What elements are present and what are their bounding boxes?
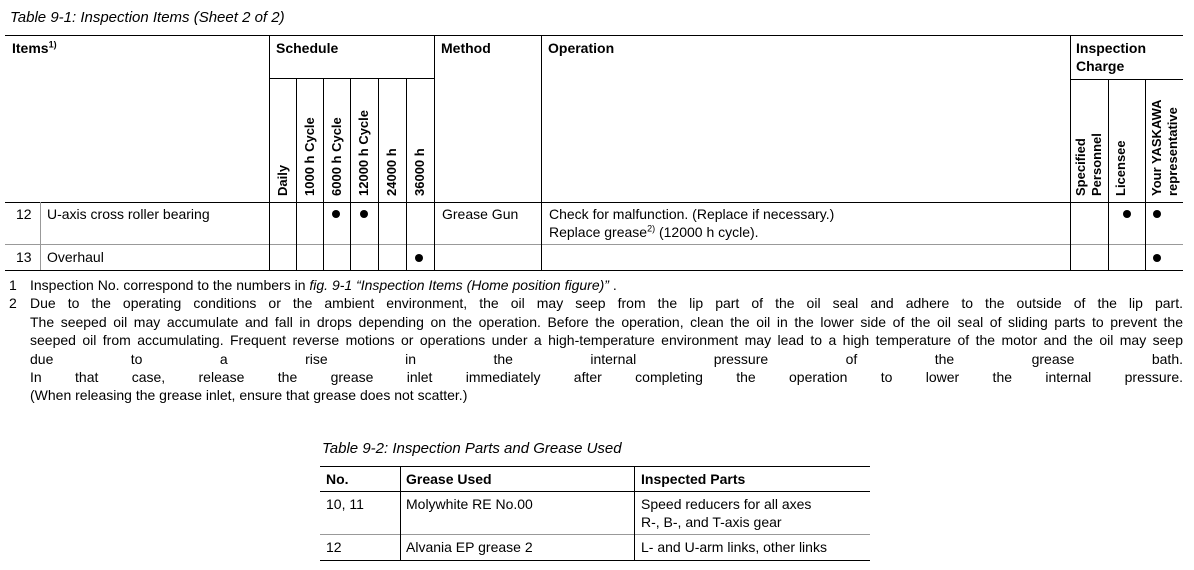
footnote-2-line: seeped oil from accumulating. Frequent reverse motions or operations under a high-temperature environment may lead to a high temperature of the motor and the oil may seep — [30, 332, 1183, 348]
schedule-col-1000h: 1000 h Cycle — [302, 117, 317, 196]
schedule-col-6000h: 6000 h Cycle — [329, 117, 344, 196]
header-method: Method — [441, 40, 491, 56]
header-inspection-charge-2: Charge — [1076, 58, 1125, 74]
table2-header-grease: Grease Used — [406, 471, 492, 487]
schedule-col-daily: Daily — [275, 164, 290, 196]
table2-row1-grease: Molywhite RE No.00 — [406, 496, 533, 512]
charge-col-specified-1: Specified — [1073, 138, 1088, 196]
schedule-col-36000h: 36000 h — [412, 148, 427, 196]
footnote-2-number: 2 — [9, 295, 17, 311]
row13-item: Overhaul — [47, 249, 104, 265]
table2-row2-parts-1: L- and U-arm links, other links — [641, 539, 827, 555]
row12-mark-yaskawa — [1153, 210, 1161, 218]
row12-item: U-axis cross roller bearing — [47, 206, 210, 222]
footnote-1-text: Inspection No. correspond to the numbers in fig. 9-1 “Inspection Items (Home position figure)” . — [30, 277, 617, 293]
footnote-1-number: 1 — [9, 277, 17, 293]
footnote-2-line: Due to the operating conditions or the ambient environment, the oil may seep from the lip part of the oil seal and adhere to the outside of the lip part. — [30, 295, 1183, 311]
footnote-2-line: (When releasing the grease inlet, ensure that grease does not scatter.) — [30, 387, 468, 403]
schedule-col-24000h: 24000 h — [384, 148, 399, 196]
row13-mark-yaskawa — [1153, 254, 1161, 262]
table2-row1-parts-1: Speed reducers for all axes — [641, 496, 812, 512]
footnote-2-line: The seeped oil may accumulate and fall in drops depending on the operation. Before the operation, clean the oil in the lower side of the oil seal of sliding parts to prevent the — [30, 314, 1183, 330]
charge-col-yaskawa-2: representative — [1165, 107, 1180, 196]
header-items: Items$^{1)}$ — [12, 39, 57, 56]
table2-row2-grease: Alvania EP grease 2 — [406, 539, 533, 555]
header-schedule: Schedule — [276, 40, 339, 56]
table2-caption: Table 9-2: Inspection Parts and Grease Used — [322, 440, 622, 457]
table2-header-parts: Inspected Parts — [641, 471, 746, 487]
table2-row2-no: 12 — [326, 539, 342, 555]
footnote-2-line: due to a rise in the internal pressure of the grease bath. — [30, 351, 1183, 367]
row13-mark-36000h — [415, 254, 423, 262]
header-operation: Operation — [548, 40, 615, 56]
header-inspection-charge-1: Inspection — [1076, 40, 1147, 56]
row13-no: 13 — [16, 249, 32, 265]
charge-col-yaskawa-1: Your YASKAWA — [1149, 99, 1164, 196]
table2-row1-parts-2: R-, B-, and T-axis gear — [641, 514, 782, 530]
table2-header-no: No. — [326, 471, 349, 487]
row12-no: 12 — [16, 206, 32, 222]
charge-col-specified-2: Personnel — [1089, 133, 1104, 196]
row12-operation-1: Check for malfunction. (Replace if necessary.) — [549, 206, 835, 222]
row12-method: Grease Gun — [442, 206, 519, 222]
schedule-col-12000h: 12000 h Cycle — [356, 109, 371, 196]
row12-operation-2: Replace grease$^{2)}$ (12000 h cycle). — [549, 223, 759, 240]
row12-mark-licensee — [1123, 210, 1131, 218]
row12-mark-6000h — [332, 210, 340, 218]
row12-mark-12000h — [360, 210, 368, 218]
charge-col-licensee: Licensee — [1113, 140, 1128, 196]
footnote-2-line: In that case, release the grease inlet immediately after completing the operation to lower the internal pressure. — [30, 369, 1183, 385]
table2-row1-no: 10, 11 — [326, 496, 364, 512]
table1-caption: Table 9-1: Inspection Items (Sheet 2 of 2) — [10, 9, 285, 26]
